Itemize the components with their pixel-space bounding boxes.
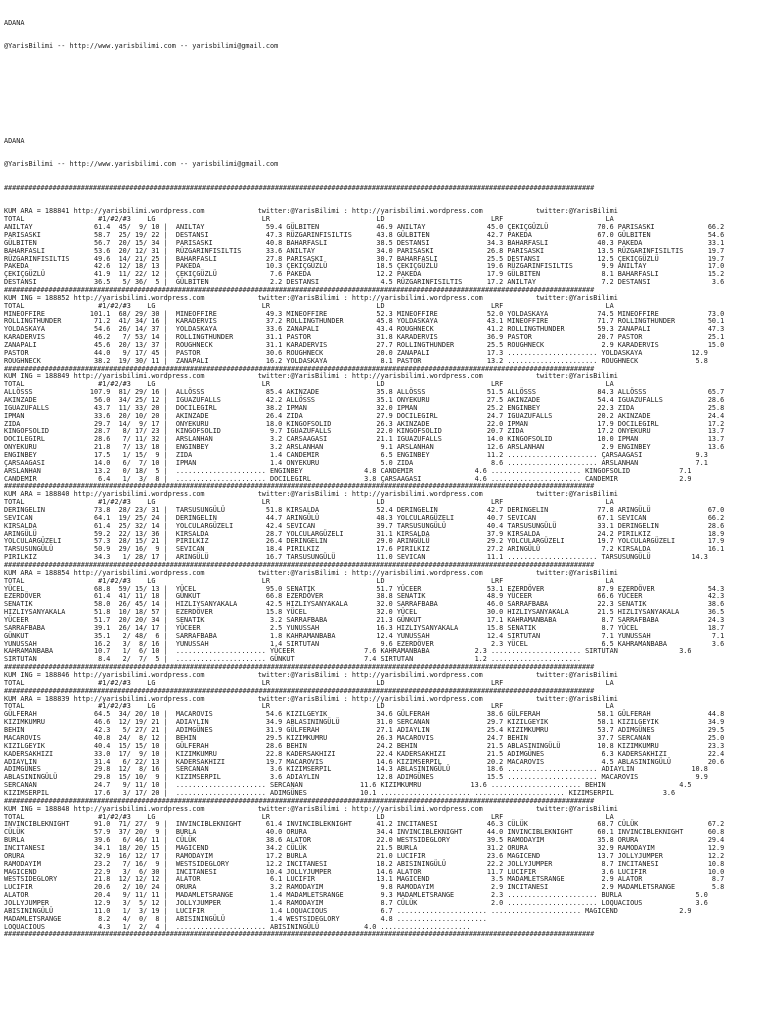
race-row: RÜZGARINFISILTIS 49.6 14/ 21/ 25 | BAHARFASLI 27.8 PARISASKI 30.7 BAHARFASLI 25.5 DESTANSI 12.5 ÇEKIÇGÜZLÜ 19.7 [4, 254, 725, 263]
race-row: ENGINBEY 17.5 1/ 15/ 9 | ZIDA 1.4 CANDEMIR 6.5 ENGINBEY 11.2 ...................... ÇARSAAGASI 9.3 [4, 450, 708, 459]
race-row: ARSLANHAN 13.2 0/ 18/ 5 | ...................... ENGINBEY 4.8 CANDEMIR 4.6 ...................... KINGOFSOLID 7.1 [4, 466, 692, 475]
race-title: KUM ING = 188852 http://yarisbilimi.wordpress.com twitter:@YarisBilimi : http://yarisbilimi.wordpress.com twitter:@YarisBilimi [4, 293, 618, 302]
header-city-repeat: ADANA [4, 136, 25, 145]
race-row: ÇEKIÇGÜZLÜ 41.9 11/ 22/ 12 | ÇEKIÇGÜZLÜ 7.6 PAKEDA 12.2 PAKEDA 17.9 GÜLBITEN 8.1 BAHARFASLI 15.2 [4, 270, 725, 279]
race-row: YOLDASKAYA 54.6 26/ 14/ 37 | YOLDASKAYA 33.6 ZANAPALI 43.4 ROUGHNECK 41.2 ROLLINGTHUNDER 59.3 ZANAPALI 47.3 [4, 325, 725, 334]
race-row: KIRSALDA 61.4 25/ 32/ 14 | YOLCULARGÜZELI 42.4 SEVICAN 39.7 TARSUSUNGÜLÜ 40.4 TARSUSUNGÜLÜ 33.1 DERINGELIN 28.6 [4, 521, 725, 530]
race-row: MACAROVIS 40.8 24/ 8/ 12 | BEHIN 29.5 KIZIMKUMRU 26.3 MACAROVIS 24.7 BEHIN 37.7 SERCANAN 25.0 [4, 733, 725, 742]
race-section [4, 570, 776, 672]
race-section [4, 672, 776, 696]
race-row: MINEOFFIRE 101.1 68/ 29/ 30 | MINEOFFIRE 49.3 MINEOFFIRE 52.3 MINEOFFIRE 52.0 YOLDASKAYA 74.5 MINEOFFIRE 73.0 [4, 309, 725, 318]
separator-line: ################################################################################################################################################## [4, 183, 595, 192]
race-row: ADIMGÜNES 29.8 12/ 8/ 16 | SERCANAN 3.6 KIZIMSERPIL 14.3 ABLASININGÜLÜ 18.6 ...................... ADIAYLIN 10.8 [4, 765, 708, 774]
race-section [4, 208, 776, 294]
race-row: GÜLBITEN 56.7 20/ 15/ 34 | PARISASKI 40.8 BAHARFASLI 38.5 DESTANSI 34.3 BAHARFASLI 40.3 PAKEDA 33.1 [4, 238, 725, 247]
race-row: PAKEDA 42.6 12/ 18/ 13 | PAKEDA 10.3 ÇEKIÇGÜZLÜ 18.5 ÇEKIÇGÜZLÜ 19.6 RÜZGARINFISILTIS 9.9 ANILTAY 17.0 [4, 262, 725, 271]
race-row: CÜLÜK 57.9 37/ 20/ 9 | BURLA 40.0 ORURA 34.4 INVINCIBLEKNIGHT 44.0 INVINCIBLEKNIGHT 60.1 INVINCIBLEKNIGHT 60.8 [4, 828, 725, 837]
race-title: KUM ING = 188849 http://yarisbilimi.wordpress.com twitter:@YarisBilimi : http://yarisbilimi.wordpress.com twitter:@YarisBilimi [4, 372, 618, 381]
race-row: KARADERVIS 46.2 7/ 53/ 14 | ROLLINGTHUNDER 31.1 PASTOR 31.8 KARADERVIS 36.9 PASTOR 20.7 PASTOR 25.1 [4, 333, 725, 342]
separator-line: ################################################################################################################################################## [4, 930, 595, 939]
race-column-header: TOTAL #1/#2/#3 LG LR LD LRF LA [4, 812, 614, 821]
separator-line: ################################################################################################################################################## [4, 364, 595, 373]
header-contact-repeat: @YarisBilimi -- http://www.yarisbilimi.com -- yarisbilimi@gmail.com [4, 160, 279, 169]
race-row: KINGOFSOLID 28.7 8/ 17/ 23 | KINGOFSOLID 9.7 IGUAZUFALLS 22.0 KINGOFSOLID 20.7 ZIDA 17.2 ONYEKURU 13.7 [4, 427, 725, 436]
race-row: CANDEMIR 6.4 1/ 3/ 8 | ...................... DOCILEGIRL 3.8 ÇARSAAGASI 4.6 ...................... CANDEMIR 2.9 [4, 474, 692, 483]
race-row: KIZIMSERPIL 17.6 3/ 17/ 20 | ...................... ADIMGÜNES 10.1 ...................... ...................... KIZIMSERPIL 3.6 [4, 788, 676, 797]
race-row: SIRTUTAN 8.4 2/ 7/ 5 | ...................... GÜNKUT 7.4 SIRTUTAN 1.2 ...................... [4, 655, 581, 664]
race-row: KIZIMKUMRU 46.6 12/ 19/ 21 | ADIAYLIN 34.9 ABLASININGÜLÜ 31.0 SERCANAN 29.7 KIZILGEYIK 58.1 KIZILGEYIK 34.9 [4, 718, 725, 727]
race-row: PIRILKIZ 34.3 1/ 28/ 17 | ARINGÜLÜ 16.7 TARSUSUNGÜLÜ 11.0 SEVICAN 11.1 ...................... TARSUSUNGÜLÜ 14.3 [4, 553, 708, 562]
race-title: KUM ING = 188846 http://yarisbilimi.wordpress.com twitter:@YarisBilimi : http://yarisbilimi.wordpress.com twitter:@YarisBilimi [4, 671, 618, 680]
race-row: IGUAZUFALLS 43.7 11/ 33/ 20 | DOCILEGIRL 38.2 IPMAN 32.0 IPMAN 25.2 ENGINBEY 22.3 ZIDA 25.8 [4, 403, 725, 412]
blank-line [4, 114, 776, 122]
race-title: KUM ARA = 188840 http://yarisbilimi.wordpress.com twitter:@YarisBilimi : http://yarisbilimi.wordpress.com twitter:@YarisBilimi [4, 490, 618, 499]
race-row: DESTANSI 36.5 5/ 36/ 5 | GÜLBITEN 2.2 DESTANSI 4.5 RÜZGARINFISILTIS 17.2 ANILTAY 7.2 DESTANSI 3.6 [4, 278, 725, 287]
header-city: ADANA [4, 18, 25, 27]
separator-line: ################################################################################################################################################## [4, 285, 595, 294]
race-title: KUM ING = 188848 http://yarisbilimi.wordpress.com twitter:@YarisBilimi : http://yarisbilimi.wordpress.com twitter:@YarisBilimi [4, 804, 618, 813]
race-row: INVINCIBLEKNIGHT 91.0 71/ 27/ 9 | INVINCIBLEKNIGHT 61.4 INVINCIBLEKNIGHT 41.2 INCITANESI 46.3 CÜLÜK 68.7 CÜLÜK 67.2 [4, 820, 725, 829]
race-row: ALLÖSSS 107.9 81/ 29/ 16 | ALLÖSSS 85.4 AKINZADE 35.8 ALLÖSSS 51.5 ALLÖSSS 84.3 ALLÖSSS 65.7 [4, 388, 725, 397]
race-row: KAHRAMANBABA 10.7 1/ 6/ 10 | ...................... YÜCEER 7.6 KAHRAMANBABA 2.3 ...................... SIRTUTAN 3.6 [4, 647, 692, 656]
race-column-header: TOTAL #1/#2/#3 LG LR LD LRF LA [4, 576, 614, 585]
race-row: KADERSAKHIZI 33.0 17/ 9/ 10 | KIZIMKUMRU 22.8 KADERSAKHIZI 22.4 KADERSAKHIZI 21.5 ADIMGÜNES 6.3 KADERSAKHIZI 22.4 [4, 749, 725, 758]
race-row: ABLASININGÜLÜ 29.8 15/ 10/ 9 | KIZIMSERPIL 3.6 ADIAYLIN 12.8 ADIMGÜNES 15.5 ...................... MACAROVIS 9.9 [4, 773, 708, 782]
race-row: ROUGHNECK 38.2 19/ 30/ 11 | ZANAPALI 16.2 YOLDASKAYA 8.1 PASTOR 13.2 ...................... ROUGHNECK 5.8 [4, 356, 708, 365]
race-row: YÜCEL 68.8 59/ 15/ 13 | YÜCEL 95.0 SENATIK 51.7 YÜCEER 53.1 EZERDÖVER 87.9 EZERDÖVER 54.3 [4, 584, 725, 593]
race-row: ROLLINGTHUNDER 71.2 41/ 34/ 16 | KARADERVIS 37.2 ROLLINGTHUNDER 45.8 YOLDASKAYA 43.1 MINEOFFIRE 71.7 ROLLINGTHUNDER 50.1 [4, 317, 725, 326]
race-row: AKINZADE 56.0 34/ 25/ 12 | IGUAZUFALLS 42.2 ALLÖSSS 35.1 ONYEKURU 27.5 AKINZADE 54.4 IGUAZUFALLS 28.6 [4, 395, 725, 404]
race-title: KUM ARA = 188839 http://yarisbilimi.wordpress.com twitter:@YarisBilimi : http://yarisbilimi.wordpress.com twitter:@YarisBilimi [4, 694, 618, 703]
race-title: KUM ARA = 188854 http://yarisbilimi.wordpress.com twitter:@YarisBilimi : http://yarisbilimi.wordpress.com twitter:@YarisBilimi [4, 568, 618, 577]
race-row: ADIAYLIN 31.4 6/ 22/ 13 | KADERSAKHIZI 19.7 MACAROVIS 14.6 KIZIMSERPIL 20.2 MACAROVIS 4.5 ABLASININGÜLÜ 20.6 [4, 757, 725, 766]
race-row: KIZILGEYIK 40.4 15/ 15/ 10 | GÜLFERAH 28.6 BEHIN 24.2 BEHIN 21.5 ABLASININGÜLÜ 10.8 KIZIMKUMRU 23.3 [4, 741, 725, 750]
race-row: YUNUSSAH 16.2 3/ 8/ 16 | YUNUSSAH 1.4 SIRTUTAN 9.6 EZERDÖVER 2.3 YÜCEL 6.5 KAHRAMANBABA 3.6 [4, 639, 725, 648]
race-row: TARSUSUNGÜLÜ 50.9 29/ 16/ 9 | SEVICAN 18.4 PIRILKIZ 17.6 PIRILKIZ 27.2 ARINGÜLÜ 7.2 KIRSALDA 16.1 [4, 545, 725, 554]
race-section [4, 373, 776, 491]
race-section [4, 806, 776, 940]
race-row: PASTOR 44.0 9/ 17/ 45 | PASTOR 30.6 ROUGHNECK 20.0 ZANAPALI 17.3 ...................... YOLDASKAYA 12.9 [4, 348, 708, 357]
race-row: SENATIK 58.0 26/ 45/ 14 | HIZLIYSANYAKALA 42.5 HIZLIYSANYAKALA 32.0 SARRAFBABA 46.0 SARRAFBABA 22.3 SENATIK 38.6 [4, 600, 725, 609]
race-row: SARRAFBABA 39.1 26/ 14/ 17 | YÜCEER 2.5 YUNUSSAH 16.3 HIZLIYSANYAKALA 15.8 SENATIK 8.7 YÜCEL 18.7 [4, 623, 725, 632]
race-row: ORURA 32.9 16/ 12/ 17 | RAMODAYIM 17.2 BURLA 21.0 LUCIFIR 23.6 MAGICEND 13.7 JOLLYJUMPER 12.2 [4, 851, 725, 860]
race-row: BEHIN 42.3 5/ 27/ 21 | ADIMGÜNES 31.9 GÜLFERAH 27.1 ADIAYLIN 25.4 KIZIMKUMRU 53.7 ADIMGÜNES 29.5 [4, 726, 725, 735]
race-row: BURLA 39.6 6/ 46/ 11 | CÜLÜK 38.6 ALATOR 22.0 WESTSIDEGLORY 39.5 RAMODAYIM 35.8 ORURA 29.4 [4, 836, 725, 845]
race-row: PARISASKI 58.7 25/ 19/ 22 | DESTANSI 47.3 RÜZGARINFISILTIS 43.8 GÜLBITEN 42.7 PAKEDA 67.0 GÜLBITEN 54.6 [4, 230, 725, 239]
separator-line: ################################################################################################################################################## [4, 796, 595, 805]
race-column-header: TOTAL #1/#2/#3 LG LR LD LRF LA [4, 301, 614, 310]
race-section [4, 696, 776, 806]
race-row: BAHARFASLI 53.6 20/ 12/ 31 | RÜZGARINFISILTIS 33.6 ANILTAY 34.0 PARISASKI 26.8 PARISASKI 13.5 RÜZGARINFISILTIS 19.7 [4, 246, 725, 255]
race-row: DERINGELIN 73.8 28/ 23/ 31 | TARSUSUNGÜLÜ 51.8 KIRSALDA 52.4 DERINGELIN 42.7 DERINGELIN 77.8 ARINGÜLÜ 67.0 [4, 506, 725, 514]
separator-line: ################################################################################################################################################## [4, 482, 595, 491]
race-row: LUCIFIR 20.6 2/ 10/ 24 | ORURA 3.2 RAMODAYIM 9.8 RAMODAYIM 2.9 INCITANESI 2.9 MADAMLETSRANGE 5.8 [4, 883, 725, 892]
race-row: EZERDÖVER 61.4 41/ 11/ 18 | GÜNKUT 66.8 EZERDÖVER 38.8 SENATIK 48.9 YÜCEER 66.6 YÜCEER 42.3 [4, 592, 725, 601]
race-row: MADAMLETSRANGE 8.2 4/ 0/ 8 | ABISININGÜLÜ 1.4 WESTSIDEGLORY 4.8 ...................... [4, 914, 487, 923]
race-row: GÜLFERAH 64.5 34/ 20/ 10 | MACAROVIS 54.6 KIZILGEYIK 34.6 GÜLFERAH 38.6 GÜLFERAH 58.1 GÜLFERAH 44.8 [4, 710, 725, 719]
race-column-header: TOTAL #1/#2/#3 LG LR LD LRF LA [4, 498, 614, 507]
race-row: GÜNKUT 35.1 2/ 48/ 6 | SARRAFBABA 1.8 KAHRAMANBABA 12.4 YUNUSSAH 12.4 SIRTUTAN 7.1 YUNUSSAH 7.1 [4, 631, 725, 640]
race-row: LOQUACIOUS 4.3 1/ 2/ 4 | ...................... ABISININGÜLÜ 4.0 ...................... [4, 922, 471, 931]
race-title: KUM ARA = 188841 http://yarisbilimi.wordpress.com twitter:@YarisBilimi : http://yarisbilimi.wordpress.com twitter:@YarisBilimi [4, 207, 618, 216]
race-row: ALATOR 20.4 9/ 11/ 11 | MADAMLETSRANGE 1.4 MADAMLETSRANGE 9.3 MADAMLETSRANGE 2.3 ...................... BURLA 5.0 [4, 891, 708, 900]
race-sections [4, 208, 776, 939]
race-row: ARINGÜLÜ 59.2 22/ 13/ 36 | KIRSALDA 28.7 YOLCULARGÜZELI 31.1 KIRSALDA 37.9 KIRSALDA 24.2 PIRILKIZ 18.9 [4, 529, 725, 538]
blank-line [4, 90, 776, 98]
separator-line: ################################################################################################################################################## [4, 663, 595, 672]
race-row: SERCANAN 24.7 9/ 11/ 10 | ...................... SERCANAN 11.6 KIZIMKUMRU 13.6 ...................... BEHIN 4.5 [4, 781, 692, 790]
race-row: ÇARSAAGASI 14.0 6/ 7/ 10 | IPMAN 1.4 ONYEKURU 5.0 ZIDA 8.6 ...................... ARSLANHAN 7.1 [4, 458, 708, 467]
race-row: ANILTAY 61.4 45/ 9/ 10 | ANILTAY 59.4 GÜLBITEN 46.9 ANILTAY 45.0 ÇEKIÇGÜZLÜ 70.6 PARISASKI 66.2 [4, 223, 725, 232]
race-row: YÜCEER 51.7 20/ 20/ 34 | SENATIK 3.2 SARRAFBABA 21.3 GÜNKUT 17.1 KAHRAMANBABA 8.7 SARRAFBABA 24.3 [4, 616, 725, 625]
race-row: WESTSIDEGLORY 21.8 12/ 12/ 12 | ALATOR 6.1 LUCIFIR 13.1 MAGICEND 3.5 MADAMLETSRANGE 2.9 ALATOR 8.7 [4, 875, 725, 884]
race-row: RAMODAYIM 23.2 7/ 16/ 9 | WESTSIDEGLORY 12.2 INCITANESI 18.2 ABISININGÜLÜ 22.2 JOLLYJUMPER 8.7 INCITANESI 10.8 [4, 859, 725, 868]
race-column-header: TOTAL #1/#2/#3 LG LR LD LRF LA [4, 702, 614, 711]
race-row: ZANAPALI 45.6 20/ 13/ 37 | ROUGHNECK 31.1 KARADERVIS 27.7 ROLLINGTHUNDER 25.5 ROUGHNECK 2.9 KARADERVIS 15.0 [4, 340, 725, 349]
race-row: MAGICEND 22.9 3/ 6/ 30 | INCITANESI 10.4 JOLLYJUMPER 14.6 ALATOR 11.7 LUCIFIR 3.6 LUCIFIR 10.0 [4, 867, 725, 876]
separator-line: ################################################################################################################################################## [4, 561, 595, 570]
race-column-header: TOTAL #1/#2/#3 LG LR LD LRF LA [4, 380, 614, 389]
race-row: JOLLYJUMPER 12.9 3/ 5/ 12 | JOLLYJUMPER 1.4 RAMODAYIM 8.7 CÜLÜK 2.0 ...................... LOQUACIOUS 3.6 [4, 898, 708, 907]
race-row: DOCILEGIRL 28.6 7/ 11/ 32 | ARSLANHAN 3.2 CARSAAGASI 21.1 IGUAZUFALLS 14.0 KINGOFSOLID 10.0 IPMAN 13.7 [4, 435, 725, 444]
race-section [4, 295, 776, 374]
race-row: ZIDA 29.7 14/ 9/ 17 | ONYEKURU 18.0 KINGOFSOLID 26.3 AKINZADE 22.0 IPMAN 17.9 DOCILEGIRL 17.2 [4, 419, 725, 428]
race-column-header: TOTAL #1/#2/#3 LG LR LD LRF LA [4, 678, 614, 687]
race-row: INCITANESI 34.1 18/ 20/ 15 | MAGICEND 34.2 CÜLÜK 21.5 BURLA 31.2 ORURA 32.9 RAMODAYIM 12.9 [4, 843, 725, 852]
race-row: SEVICAN 64.1 19/ 25/ 24 | DERINGELIN 44.7 ARINGÜLÜ 48.3 YOLCULARGÜZELI 40.7 SEVICAN 67.1 SEVICAN 66.2 [4, 513, 725, 522]
race-section [4, 491, 776, 570]
blank-line [4, 67, 776, 75]
race-row: IPMAN 33.6 20/ 10/ 20 | AKINZADE 26.4 ZIDA 27.9 DOCILEGIRL 24.7 IGUAZUFALLS 20.2 AKINZADE 24.4 [4, 411, 725, 420]
separator-line: ################################################################################################################################################## [4, 686, 595, 695]
race-row: ONYEKURU 21.8 7/ 13/ 18 | ENGINBEY 3.2 ARSLANHAN 9.1 ARSLANHAN 12.6 ARSLANHAN 2.9 ENGINBEY 13.6 [4, 443, 725, 452]
race-row: ABISININGÜLÜ 11.0 1/ 3/ 19 | LUCIFIR 1.4 LOQUACIOUS 6.7 ...................... ...................... MAGICEND 2.9 [4, 906, 692, 915]
race-row: HIZLIYSANYAKALA 51.8 10/ 18/ 57 | EZERDÖVER 15.8 YÜCEL 32.0 YÜCEL 30.0 HIZLIYSANYAKALA 21.5 HIZLIYSANYAKALA 36.5 [4, 608, 725, 617]
race-column-header: TOTAL #1/#2/#3 LG LR LD LRF LA [4, 215, 614, 224]
header-contact: @YarisBilimi -- http://www.yarisbilimi.com -- yarisbilimi@gmail.com [4, 42, 279, 51]
race-row: YOLCULARGÜZELI 57.3 28/ 15/ 21 | PIRILKIZ 26.4 DERINGELIN 29.0 ARINGÜLÜ 29.2 YOLCULARGÜZELI 19.7 YOLCULARGÜZELI 17.9 [4, 537, 725, 546]
